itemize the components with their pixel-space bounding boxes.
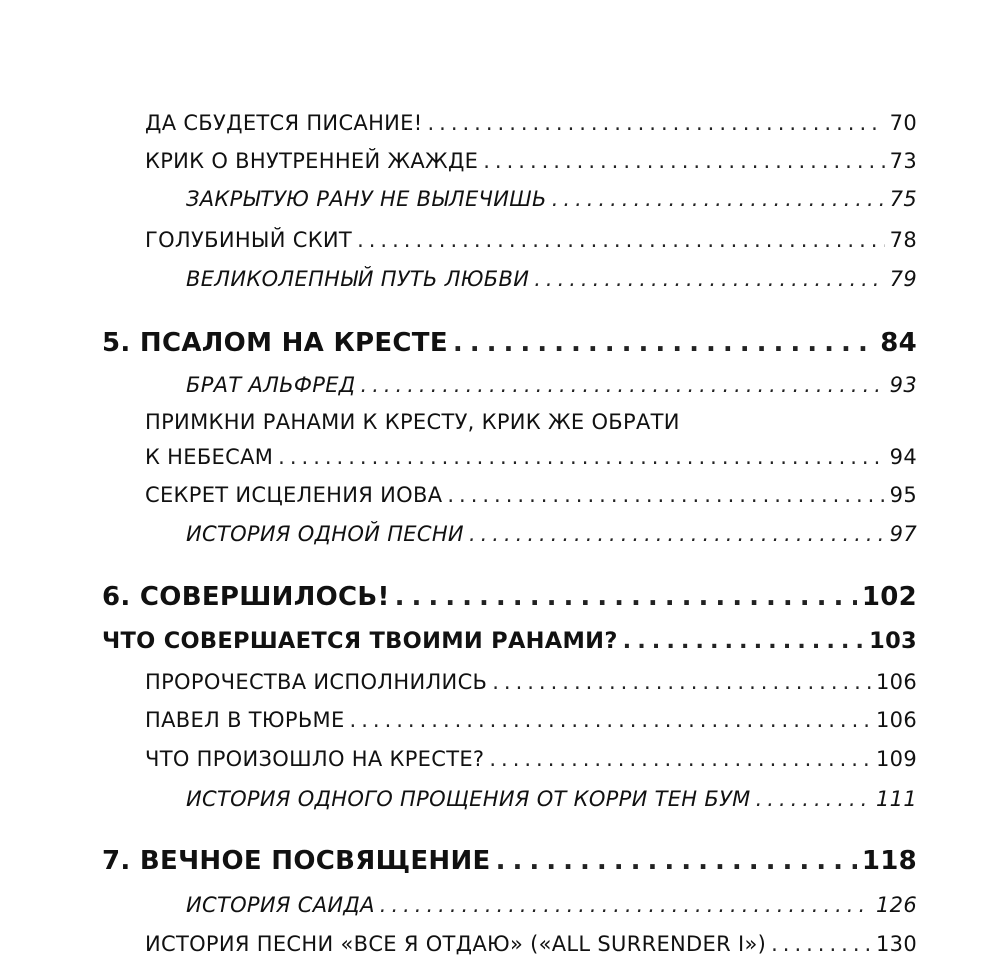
toc-entry-title: ИСТОРИЯ ОДНОГО ПРОЩЕНИЯ ОТ КОРРИ ТЕН БУМ	[186, 787, 751, 811]
dot-leader	[496, 846, 857, 876]
toc-entry-title: ИСТОРИЯ ОДНОЙ ПЕСНИ	[186, 522, 464, 546]
toc-subentry	[186, 187, 917, 211]
toc-entry	[145, 228, 917, 252]
toc-entry	[145, 708, 917, 732]
dot-leader	[552, 187, 885, 211]
toc-entry-page: 97	[889, 522, 917, 546]
toc-entry-title: БРАТ АЛЬФРЕД	[186, 373, 356, 397]
toc-entry-page: 109	[876, 747, 917, 771]
toc-subentry	[186, 787, 917, 811]
toc-subentry	[186, 522, 917, 546]
toc-chapter-page: 84	[880, 328, 917, 358]
dot-leader	[534, 267, 884, 291]
dot-leader	[361, 373, 885, 397]
toc-entry-title: СЕКРЕТ ИСЦЕЛЕНИЯ ИОВА	[145, 483, 443, 507]
toc-entry-title: ЧТО ПРОИЗОШЛО НА КРЕСТЕ?	[145, 747, 485, 771]
toc-chapter-title: 6. СОВЕРШИЛОСЬ!	[102, 582, 390, 612]
toc-entry-page: 106	[876, 708, 917, 732]
toc-chapter-page: 118	[861, 846, 917, 876]
toc-chapter	[102, 582, 917, 612]
toc-entry-title: ПАВЕЛ В ТЮРЬМЕ	[145, 708, 345, 732]
dot-leader	[357, 228, 885, 252]
toc-section	[102, 628, 917, 654]
toc-entry	[145, 483, 917, 507]
toc-entry-title: ДА СБУДЕТСЯ ПИСАНИЕ!	[145, 111, 423, 135]
toc-section-title: ЧТО СОВЕРШАЕТСЯ ТВОИМИ РАНАМИ?	[102, 628, 618, 654]
toc-entry-page: 75	[889, 187, 917, 211]
toc-subentry	[186, 893, 917, 917]
toc-entry	[145, 747, 917, 771]
toc-entry-page: 78	[889, 228, 917, 252]
dot-leader	[380, 893, 871, 917]
toc-entry	[145, 932, 917, 956]
toc-chapter	[102, 328, 917, 358]
dot-leader	[453, 328, 875, 358]
dot-leader	[489, 747, 871, 771]
toc-entry-page: 130	[876, 932, 917, 956]
toc-entry-page: 94	[889, 445, 917, 469]
dot-leader	[469, 522, 885, 546]
toc-entry-title: КРИК О ВНУТРЕННЕЙ ЖАЖДЕ	[145, 149, 479, 173]
toc-entry-page: 70	[889, 111, 917, 135]
toc-subentry	[186, 373, 917, 397]
toc-entry	[145, 445, 917, 469]
dot-leader	[756, 787, 871, 811]
toc-entry-title: К НЕБЕСАМ	[145, 445, 274, 469]
toc-entry-title: ГОЛУБИНЫЙ СКИТ	[145, 228, 353, 252]
toc-entry	[145, 111, 917, 135]
toc-entry	[145, 149, 917, 173]
toc-entry	[145, 670, 917, 694]
dot-leader	[278, 445, 885, 469]
toc-section-page: 103	[869, 628, 917, 654]
toc-entry-page: 111	[876, 787, 917, 811]
toc-entry-title: ВЕЛИКОЛЕПНЫЙ ПУТЬ ЛЮБВИ	[186, 267, 530, 291]
toc-entry-title: ИСТОРИЯ ПЕСНИ «ВСЕ Я ОТДАЮ» («ALL SURRENDER I»)	[145, 932, 767, 956]
toc-chapter-title: 5. ПСАЛОМ НА КРЕСТЕ	[102, 328, 448, 358]
toc-entry-title-line1: ПРИМКНИ РАНАМИ К КРЕСТУ, КРИК ЖЕ ОБРАТИ	[145, 410, 680, 434]
dot-leader	[492, 670, 871, 694]
toc-chapter-page: 102	[861, 582, 917, 612]
toc-subentry	[186, 267, 917, 291]
toc-entry-page: 126	[876, 893, 917, 917]
toc-entry-page: 73	[889, 149, 917, 173]
dot-leader	[350, 708, 871, 732]
toc-entry-page: 93	[889, 373, 917, 397]
toc-entry-page: 79	[889, 267, 917, 291]
toc-chapter-title: 7. ВЕЧНОЕ ПОСВЯЩЕНИЕ	[102, 846, 491, 876]
dot-leader	[483, 149, 884, 173]
toc-chapter	[102, 846, 917, 876]
toc-entry-page: 106	[876, 670, 917, 694]
toc-entry-page: 95	[889, 483, 917, 507]
toc-entry-title: ПРОРОЧЕСТВА ИСПОЛНИЛИСЬ	[145, 670, 488, 694]
dot-leader	[395, 582, 857, 612]
toc-entry-title: ИСТОРИЯ САИДА	[186, 893, 375, 917]
toc-entry-title: ЗАКРЫТУЮ РАНУ НЕ ВЫЛЕЧИШЬ	[186, 187, 547, 211]
dot-leader	[427, 111, 884, 135]
dot-leader	[447, 483, 884, 507]
dot-leader	[771, 932, 871, 956]
dot-leader	[623, 628, 864, 654]
